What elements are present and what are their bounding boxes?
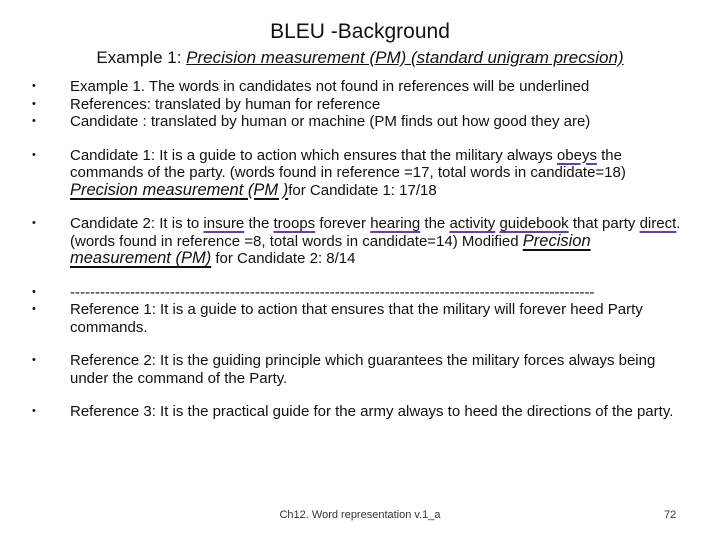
cand2-underlined-word: troops <box>273 215 316 232</box>
bullet-intro-3: • Candidate : translated by human or machine (PM finds out how good they are) <box>32 113 692 131</box>
slide-subtitle <box>0 48 720 68</box>
cand1-text-a: Candidate 1: It is a guide to action which ensures that the military always <box>70 146 557 164</box>
bullet-separator: • --------------------------------------------------------------------------------------------------------- <box>32 284 692 302</box>
cand1-pm-label: Precision measurement (PM ) <box>70 180 289 199</box>
bullet-list <box>32 78 692 421</box>
page-number: 72 <box>664 509 677 521</box>
subtitle-prefix: Example 1: <box>96 48 187 67</box>
cand2-underlined-word: guidebook <box>499 215 569 232</box>
footer-text: Ch12. Word representation v.1_a <box>279 509 441 521</box>
cand2-text: Candidate 2: It is to <box>70 215 204 232</box>
bullet-reference-3: • Reference 3: It is the practical guide for the army always to heed the directions of the party. <box>32 403 692 421</box>
cand1-text-b: the commands of the party. (words found in reference =17, total words in candidate=18) <box>70 146 626 181</box>
subtitle-emphasis: Precision measurement (PM) (standard unigram precsion) <box>186 48 624 67</box>
cand2-underlined-word: insure <box>203 215 245 232</box>
cand1-underlined-obeys: obeys <box>556 146 597 164</box>
bullet-intro-2: • References: translated by human for reference <box>32 96 692 114</box>
cand2-underlined-word: direct <box>639 215 677 232</box>
bullet-intro-1: • Example 1. The words in candidates not found in references will be underlined <box>32 78 692 96</box>
slide-title: BLEU -Background <box>270 20 450 43</box>
cand2-text: for Candidate 2: 8/14 <box>211 250 356 267</box>
bullet-candidate-2 <box>32 215 692 268</box>
bullet-reference-1: • Reference 1: It is a guide to action that ensures that the military will forever heed Party commands. <box>32 301 692 336</box>
cand2-underlined-word: activity <box>449 215 496 232</box>
cand2-pm-label: Precision measurement (PM) <box>70 231 591 267</box>
cand2-text: the <box>244 215 274 232</box>
cand2-text: forever <box>315 215 371 232</box>
cand2-underlined-word: hearing <box>370 215 421 232</box>
cand2-text: that party <box>568 215 640 232</box>
bullet-reference-2: • Reference 2: It is the guiding principle which guarantees the military forces always being under the command of the Party. <box>32 352 692 387</box>
cand1-text-c: for Candidate 1: 17/18 <box>288 181 437 199</box>
cand2-text: the <box>420 215 450 232</box>
bullet-candidate-1 <box>32 147 692 200</box>
cand2-text: . (words found in reference =8, total words in candidate=14) Modified <box>70 215 681 250</box>
